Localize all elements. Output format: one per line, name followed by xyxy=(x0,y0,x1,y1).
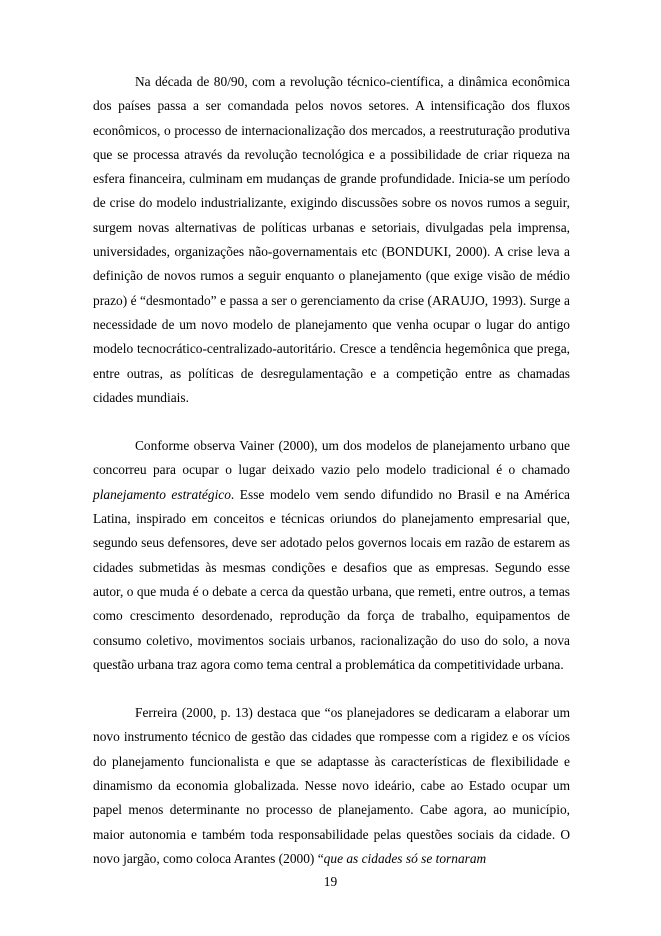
paragraph-1-text: Na década de 80/90, com a revolução técnico-científica, a dinâmica econômica dos países passa a ser comandada pelos novos setores. A intensificação dos fluxos econômicos, o processo de internacionalização dos mercados, a reestruturação produtiva que se processa através da revolução tecnológica e a possibilidade de criar riqueza na esfera financeira, culminam em mudanças de grande profundidade. Inicia-se um período de crise do modelo industrializante, exigindo discussões sobre os novos rumos a seguir, surgem novas alternativas de políticas urbanas e setoriais, divulgadas pela imprensa, universidades, organizações não-governamentais etc (BONDUKI, 2000). A crise leva a definição de novos rumos a seguir enquanto o planejamento (que exige visão de médio prazo) é “desmontado” e passa a ser o gerenciamento da crise (ARAUJO, 1993). Surge a necessidade de um novo modelo de planejamento que venha ocupar o lugar do antigo modelo tecnocrático-centralizado-autoritário. Cresce a tendência hegemônica que prega, entre outras, as políticas de desregulamentação e a competição entre as chamadas cidades mundiais. xyxy=(93,74,570,405)
paragraph-3-text-before: Ferreira (2000, p. 13) destaca que “os planejadores se dedicaram a elaborar um novo instrumento técnico de gestão das cidades que rompesse com a rigidez e os vícios do planejamento funcionalista e que se adaptasse às características de flexibilidade e dinamismo da economia globalizada. Nesse novo ideário, cabe ao Estado ocupar um papel menos determinante no processo de planejamento. Cabe agora, ao município, maior autonomia e também toda responsabilidade pelas questões sociais da cidade. O novo jargão, como coloca Arantes (2000) “ xyxy=(93,705,570,866)
paragraph-2-text-after: . Esse modelo vem sendo difundido no Brasil e na América Latina, inspirado em conceitos e técnicas oriundos do planejamento empresarial que, segundo seus defensores, deve ser adotado pelos governos locais em razão de estarem as cidades submetidas às mesmas condições e desafios que as empresas. Segundo esse autor, o que muda é o debate a cerca da questão urbana, que remeti, entre outros, a temas como crescimento desordenado, reprodução da força de trabalho, equipamentos de consumo coletivo, movimentos sociais urbanos, racionalização do uso do solo, a nova questão urbana traz agora como tema central a problemática da competitividade urbana. xyxy=(93,486,570,672)
paragraph-1 xyxy=(93,70,570,410)
paragraph-2-text-before: Conforme observa Vainer (2000), um dos modelos de planejamento urbano que concorreu para ocupar o lugar deixado vazio pelo modelo tradicional é o chamado xyxy=(93,438,570,478)
page-number: 19 xyxy=(323,874,338,889)
paragraph-2 xyxy=(93,434,570,677)
paragraph-2-italic-term: planejamento estratégico xyxy=(93,486,231,502)
paragraph-3-italic-quote: que as cidades só se tornaram xyxy=(323,850,487,866)
document-page xyxy=(93,70,570,871)
paragraph-3 xyxy=(93,701,570,871)
